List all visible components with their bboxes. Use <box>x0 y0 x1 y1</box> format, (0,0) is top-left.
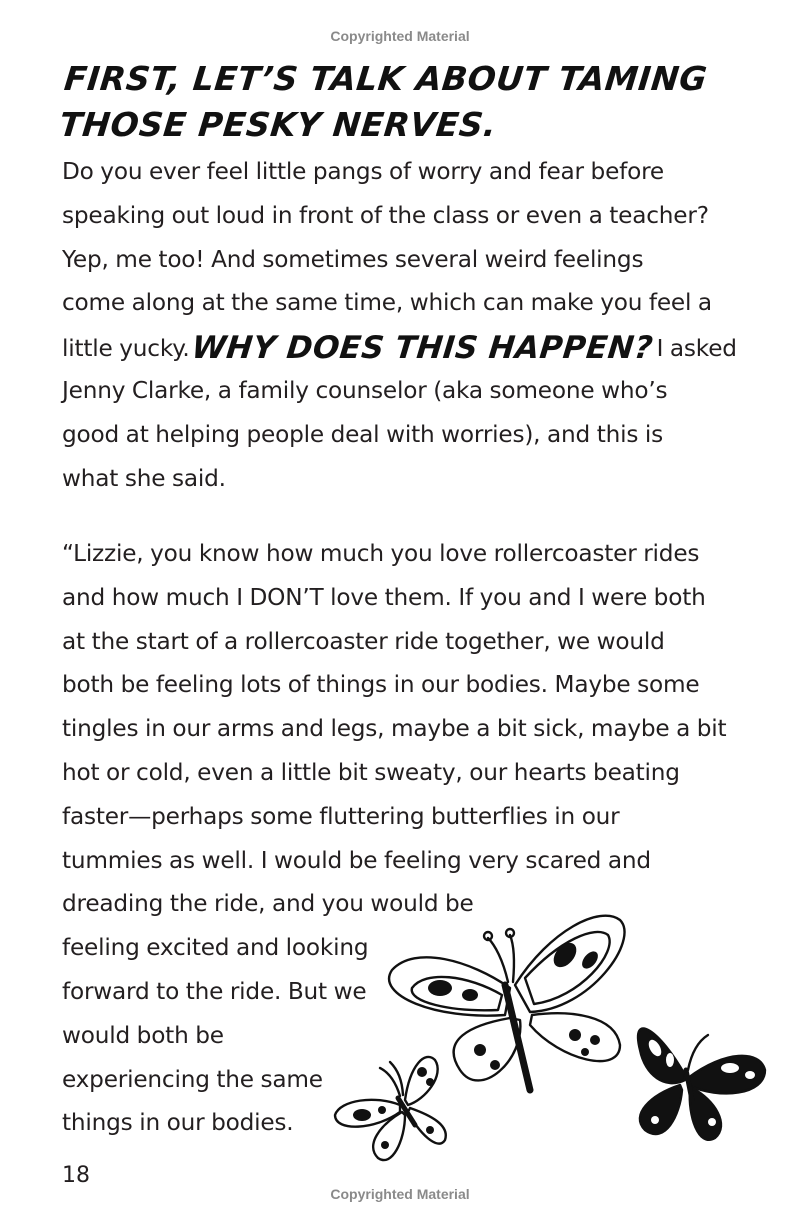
quote-line: hot or cold, even a little bit sweaty, our hearts beating <box>62 758 680 786</box>
text-line-with-callout <box>62 325 742 369</box>
butterflies-icon <box>320 900 780 1180</box>
text-line: Yep, me too! And sometimes several weird feelings <box>62 245 644 273</box>
quote-line: tummies as well. I would be feeling very scared and <box>62 846 651 874</box>
intro-paragraph <box>62 150 742 500</box>
text-line: what she said. <box>62 464 226 492</box>
quote-line: experiencing the same <box>62 1065 323 1093</box>
quote-line: and how much I DON’T love them. If you and I were both <box>62 583 706 611</box>
text-fragment: little yucky. <box>62 335 190 363</box>
quote-line: forward to the ride. But we <box>62 977 367 1005</box>
page-number: 18 <box>62 1163 90 1188</box>
text-line: good at helping people deal with worries), and this is <box>62 420 664 448</box>
section-heading <box>57 56 747 148</box>
quote-line: “Lizzie, you know how much you love rollercoaster rides <box>62 540 700 567</box>
text-line: speaking out loud in front of the class or even a teacher? <box>62 201 709 229</box>
text-line: come along at the same time, which can make you feel a <box>62 289 712 317</box>
heading-line-1: FIRST, LET’S TALK ABOUT TAMING <box>62 59 710 98</box>
small-butterfly-icon <box>335 1057 446 1160</box>
quote-line: feeling excited and looking <box>62 934 369 962</box>
quote-line: would both be <box>62 1021 224 1049</box>
copyright-notice-top: Copyrighted Material <box>330 28 470 44</box>
text-line: Do you ever feel little pangs of worry and fear before <box>62 158 664 185</box>
quote-line: faster—perhaps some fluttering butterflies in our <box>62 802 620 830</box>
quote-line: at the start of a rollercoaster ride together, we would <box>62 627 665 655</box>
text-fragment: I asked <box>656 335 737 363</box>
quote-line: dreading the ride, and you would be <box>62 890 474 918</box>
heading-line-2: THOSE PESKY NERVES. <box>57 105 499 144</box>
quote-line: things in our bodies. <box>62 1109 294 1137</box>
callout-question: WHY DOES THIS HAPPEN? <box>189 330 655 367</box>
quote-line: both be feeling lots of things in our bodies. Maybe some <box>62 671 700 699</box>
quote-line: tingles in our arms and legs, maybe a bit sick, maybe a bit <box>62 715 727 743</box>
text-line: Jenny Clarke, a family counselor (aka someone who’s <box>62 376 668 404</box>
copyright-notice-bottom: Copyrighted Material <box>330 1186 470 1202</box>
